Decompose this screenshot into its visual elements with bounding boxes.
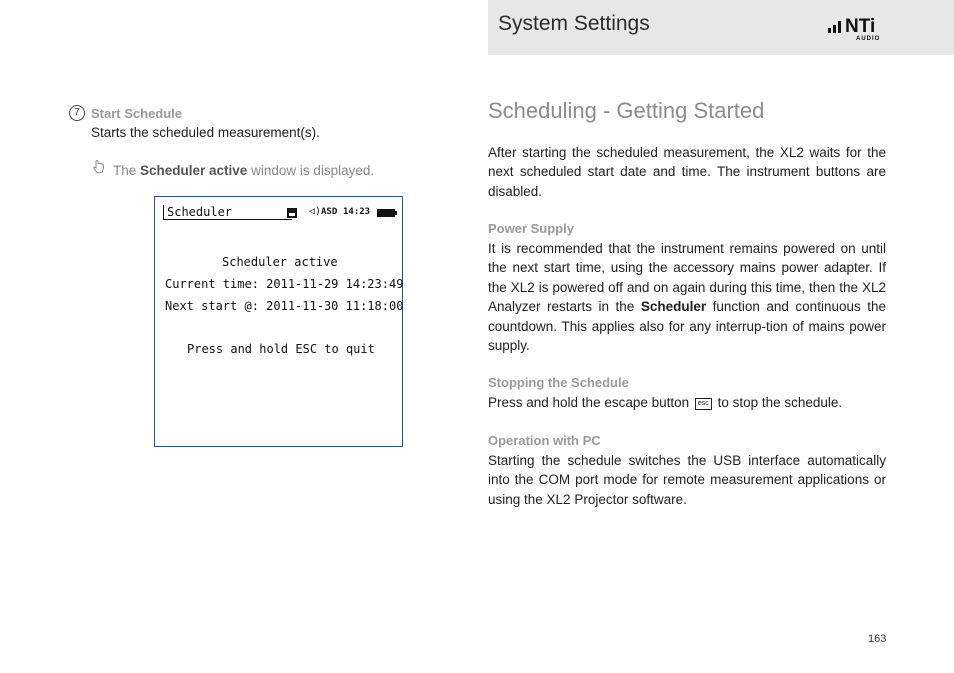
page-number: 163 [868, 633, 887, 645]
section-title: Scheduling - Getting Started [488, 98, 765, 123]
operation-pc-paragraph: Starting the schedule switches the USB interface automatically into the COM port mode for remote measurement applications or using the XL2 Projector software. [488, 453, 886, 507]
intro-paragraph: After starting the scheduled measurement, the XL2 waits for the next scheduled start date and time. The instrument buttons are disabled. [488, 145, 886, 199]
save-icon [287, 208, 297, 218]
power-supply-heading: Power Supply [488, 221, 574, 236]
screen-line: Scheduler active [222, 255, 338, 269]
stopping-paragraph: Press and hold the escape button esc to stop the schedule. [488, 395, 843, 410]
screen-line: Press and hold ESC to quit [187, 342, 375, 356]
power-supply-paragraph: It is recommended that the instrument remains powered on until the next start time, using the accessory mains power adapter. If the XL2 is powered off and on again during this time, then the XL2 Analyzer restarts in the Scheduler function and continuous the countdown. This applies also for any interrup-tion of mains power supply. [488, 241, 886, 354]
operation-pc-heading: Operation with PC [488, 433, 601, 448]
screen-time: 14:23 [343, 207, 371, 217]
esc-key-icon: esc [695, 398, 712, 410]
battery-icon [377, 209, 395, 217]
device-screen [154, 196, 403, 447]
screen-line: Current time: 2011-11-29 14:23:49 [165, 277, 404, 291]
logo-bars-icon [828, 21, 844, 33]
step-number: 7 [69, 105, 85, 121]
logo-text: NTi [845, 16, 876, 37]
nti-audio-logo [828, 18, 888, 44]
screen-mode: ASD [321, 207, 338, 217]
header-title: System Settings [498, 12, 650, 35]
stopping-heading: Stopping the Schedule [488, 375, 629, 390]
note-text: The Scheduler active window is displayed. [113, 163, 375, 178]
screen-title: Scheduler [167, 205, 233, 219]
screen-title-box [163, 205, 292, 220]
step-title: Start Schedule [91, 106, 183, 121]
step-description: Starts the scheduled measurement(s). [91, 125, 320, 140]
screen-status-bar [163, 205, 394, 221]
logo-subtext: AUDIO [856, 36, 881, 42]
speaker-icon: ◁) [309, 206, 322, 217]
hand-pointer-icon [93, 160, 105, 174]
screen-line: Next start @: 2011-11-30 11:18:00 [165, 299, 404, 313]
header-bar [488, 0, 954, 55]
